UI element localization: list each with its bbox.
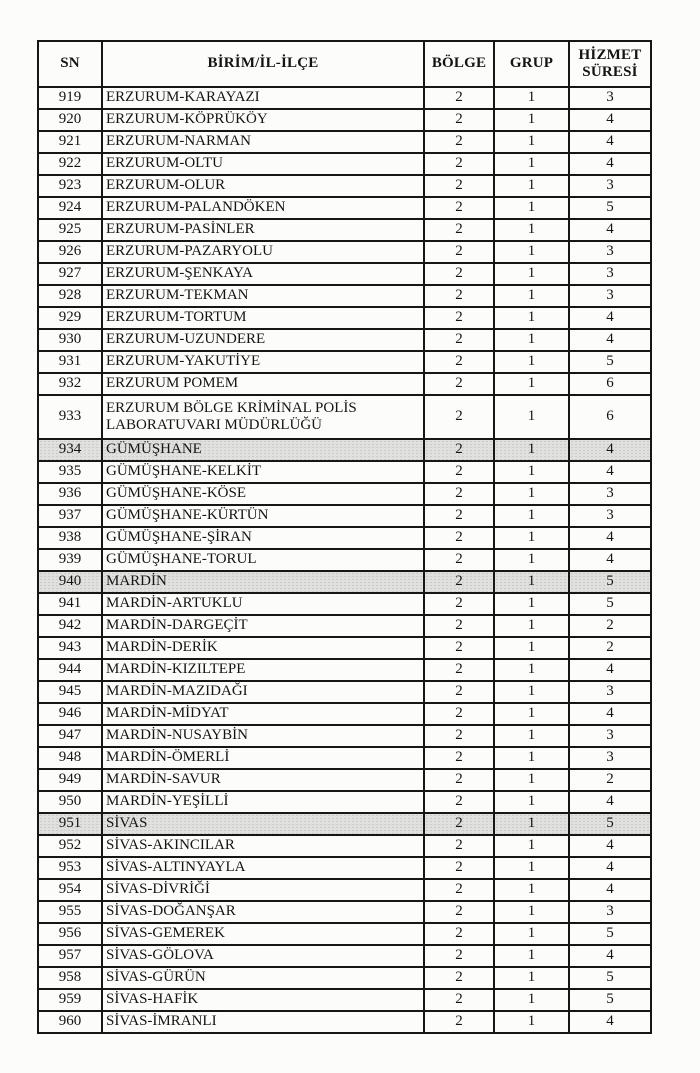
cell-hizmet: 4 [569,857,651,879]
cell-grup: 1 [494,549,569,571]
cell-sn: 949 [38,769,102,791]
header-birim: BİRİM/İL-İLÇE [102,41,424,87]
cell-birim: MARDİN-ARTUKLU [102,593,424,615]
cell-grup: 1 [494,901,569,923]
cell-grup: 1 [494,725,569,747]
cell-grup: 1 [494,263,569,285]
table-row [38,373,651,395]
table-row [38,945,651,967]
cell-grup: 1 [494,131,569,153]
cell-bolge: 2 [424,153,494,175]
cell-hizmet: 2 [569,637,651,659]
cell-bolge: 2 [424,835,494,857]
cell-bolge: 2 [424,87,494,109]
cell-birim: GÜMÜŞHANE [102,439,424,461]
cell-hizmet: 5 [569,351,651,373]
cell-grup: 1 [494,615,569,637]
table-row [38,901,651,923]
cell-grup: 1 [494,197,569,219]
cell-birim: ERZURUM-OLTU [102,153,424,175]
cell-grup: 1 [494,857,569,879]
cell-birim: MARDİN-KIZILTEPE [102,659,424,681]
cell-hizmet: 3 [569,241,651,263]
cell-grup: 1 [494,285,569,307]
cell-hizmet: 6 [569,395,651,439]
cell-grup: 1 [494,769,569,791]
table-row [38,923,651,945]
cell-birim: MARDİN-ÖMERLİ [102,747,424,769]
cell-birim: GÜMÜŞHANE-TORUL [102,549,424,571]
cell-grup: 1 [494,659,569,681]
cell-grup: 1 [494,813,569,835]
cell-sn: 940 [38,571,102,593]
cell-hizmet: 5 [569,813,651,835]
table-row [38,395,651,439]
cell-hizmet: 4 [569,109,651,131]
cell-bolge: 2 [424,351,494,373]
cell-hizmet: 4 [569,439,651,461]
cell-hizmet: 2 [569,769,651,791]
cell-grup: 1 [494,703,569,725]
table-row [38,263,651,285]
cell-sn: 959 [38,989,102,1011]
cell-sn: 935 [38,461,102,483]
cell-birim: MARDİN-MİDYAT [102,703,424,725]
cell-sn: 932 [38,373,102,395]
cell-sn: 943 [38,637,102,659]
cell-sn: 919 [38,87,102,109]
table-row [38,681,651,703]
table-row [38,835,651,857]
header-sn: SN [38,41,102,87]
cell-birim: ERZURUM-OLUR [102,175,424,197]
cell-hizmet: 4 [569,219,651,241]
cell-birim: ERZURUM POMEM [102,373,424,395]
cell-birim: ERZURUM-ŞENKAYA [102,263,424,285]
cell-sn: 922 [38,153,102,175]
cell-hizmet: 5 [569,989,651,1011]
cell-sn: 946 [38,703,102,725]
cell-birim: ERZURUM-UZUNDERE [102,329,424,351]
cell-birim: SİVAS-AKINCILAR [102,835,424,857]
table-row [38,87,651,109]
cell-bolge: 2 [424,549,494,571]
cell-birim: SİVAS [102,813,424,835]
cell-sn: 934 [38,439,102,461]
cell-bolge: 2 [424,659,494,681]
table-row [38,505,651,527]
table-row [38,725,651,747]
cell-sn: 921 [38,131,102,153]
cell-birim: ERZURUM-YAKUTİYE [102,351,424,373]
table-row [38,351,651,373]
cell-birim: GÜMÜŞHANE-KÜRTÜN [102,505,424,527]
cell-grup: 1 [494,989,569,1011]
cell-grup: 1 [494,1011,569,1033]
table-row [38,769,651,791]
cell-birim: ERZURUM-NARMAN [102,131,424,153]
table-row [38,219,651,241]
cell-grup: 1 [494,461,569,483]
cell-bolge: 2 [424,241,494,263]
cell-birim: SİVAS-GEMEREK [102,923,424,945]
cell-hizmet: 2 [569,615,651,637]
cell-sn: 930 [38,329,102,351]
cell-bolge: 2 [424,593,494,615]
cell-grup: 1 [494,637,569,659]
table-row [38,967,651,989]
cell-hizmet: 3 [569,747,651,769]
cell-bolge: 2 [424,307,494,329]
cell-grup: 1 [494,505,569,527]
cell-hizmet: 4 [569,549,651,571]
cell-bolge: 2 [424,329,494,351]
table-row [38,1011,651,1033]
cell-birim: ERZURUM-TORTUM [102,307,424,329]
cell-bolge: 2 [424,791,494,813]
header-grup: GRUP [494,41,569,87]
table-header [38,41,651,87]
cell-bolge: 2 [424,681,494,703]
cell-bolge: 2 [424,571,494,593]
cell-birim: SİVAS-ALTINYAYLA [102,857,424,879]
cell-sn: 942 [38,615,102,637]
cell-birim: ERZURUM-KÖPRÜKÖY [102,109,424,131]
table-row [38,813,651,835]
cell-birim: MARDİN [102,571,424,593]
cell-bolge: 2 [424,703,494,725]
cell-grup: 1 [494,87,569,109]
cell-sn: 944 [38,659,102,681]
table-row [38,857,651,879]
cell-hizmet: 4 [569,527,651,549]
cell-sn: 941 [38,593,102,615]
cell-sn: 950 [38,791,102,813]
cell-sn: 958 [38,967,102,989]
table-body [38,87,651,1033]
cell-sn: 937 [38,505,102,527]
cell-hizmet: 3 [569,263,651,285]
cell-sn: 929 [38,307,102,329]
cell-bolge: 2 [424,461,494,483]
cell-birim: ERZURUM-PAZARYOLU [102,241,424,263]
cell-grup: 1 [494,945,569,967]
cell-grup: 1 [494,153,569,175]
table-row [38,549,651,571]
table-row [38,131,651,153]
cell-sn: 947 [38,725,102,747]
cell-birim: MARDİN-MAZIDAĞI [102,681,424,703]
cell-grup: 1 [494,593,569,615]
cell-bolge: 2 [424,263,494,285]
cell-hizmet: 4 [569,703,651,725]
cell-birim: ERZURUM-PASİNLER [102,219,424,241]
cell-birim: SİVAS-GÖLOVA [102,945,424,967]
cell-birim: MARDİN-DARGEÇİT [102,615,424,637]
cell-grup: 1 [494,307,569,329]
cell-hizmet: 5 [569,593,651,615]
cell-grup: 1 [494,483,569,505]
cell-hizmet: 6 [569,373,651,395]
table-row [38,483,651,505]
cell-birim: SİVAS-GÜRÜN [102,967,424,989]
cell-bolge: 2 [424,923,494,945]
cell-bolge: 2 [424,901,494,923]
table-row [38,879,651,901]
header-bolge: BÖLGE [424,41,494,87]
cell-bolge: 2 [424,175,494,197]
cell-sn: 933 [38,395,102,439]
cell-grup: 1 [494,527,569,549]
cell-grup: 1 [494,967,569,989]
cell-hizmet: 4 [569,791,651,813]
table-row [38,461,651,483]
table-row [38,439,651,461]
header-row [38,41,651,87]
cell-birim: ERZURUM BÖLGE KRİMİNAL POLİS LABORATUVARI MÜDÜRLÜĞÜ [102,395,424,439]
cell-birim: GÜMÜŞHANE-KELKİT [102,461,424,483]
cell-birim: MARDİN-NUSAYBİN [102,725,424,747]
cell-hizmet: 3 [569,175,651,197]
table-row [38,285,651,307]
cell-grup: 1 [494,395,569,439]
cell-hizmet: 3 [569,483,651,505]
cell-birim: ERZURUM-TEKMAN [102,285,424,307]
cell-grup: 1 [494,329,569,351]
cell-sn: 952 [38,835,102,857]
cell-birim: MARDİN-DERİK [102,637,424,659]
table-row [38,527,651,549]
cell-grup: 1 [494,219,569,241]
cell-birim: MARDİN-YEŞİLLİ [102,791,424,813]
table-row [38,197,651,219]
cell-bolge: 2 [424,813,494,835]
cell-sn: 927 [38,263,102,285]
cell-hizmet: 4 [569,153,651,175]
table-row [38,175,651,197]
cell-bolge: 2 [424,373,494,395]
cell-hizmet: 4 [569,131,651,153]
cell-birim: ERZURUM-PALANDÖKEN [102,197,424,219]
table-row [38,989,651,1011]
cell-hizmet: 4 [569,461,651,483]
placement-table [37,40,652,1034]
cell-bolge: 2 [424,527,494,549]
cell-bolge: 2 [424,109,494,131]
cell-bolge: 2 [424,197,494,219]
cell-bolge: 2 [424,219,494,241]
cell-grup: 1 [494,439,569,461]
table-row [38,571,651,593]
cell-grup: 1 [494,109,569,131]
table-row [38,791,651,813]
cell-sn: 955 [38,901,102,923]
cell-bolge: 2 [424,637,494,659]
cell-birim: GÜMÜŞHANE-ŞİRAN [102,527,424,549]
cell-grup: 1 [494,571,569,593]
table-row [38,307,651,329]
cell-grup: 1 [494,681,569,703]
cell-grup: 1 [494,879,569,901]
table-row [38,747,651,769]
cell-bolge: 2 [424,857,494,879]
table-row [38,329,651,351]
table-row [38,703,651,725]
cell-hizmet: 4 [569,879,651,901]
cell-bolge: 2 [424,769,494,791]
cell-sn: 931 [38,351,102,373]
cell-bolge: 2 [424,505,494,527]
table-row [38,109,651,131]
cell-bolge: 2 [424,1011,494,1033]
cell-hizmet: 3 [569,901,651,923]
cell-sn: 954 [38,879,102,901]
cell-hizmet: 5 [569,571,651,593]
cell-bolge: 2 [424,725,494,747]
cell-hizmet: 3 [569,681,651,703]
cell-grup: 1 [494,175,569,197]
cell-sn: 956 [38,923,102,945]
cell-hizmet: 4 [569,659,651,681]
cell-hizmet: 4 [569,945,651,967]
cell-sn: 926 [38,241,102,263]
cell-bolge: 2 [424,879,494,901]
cell-hizmet: 5 [569,197,651,219]
cell-hizmet: 3 [569,505,651,527]
cell-hizmet: 3 [569,87,651,109]
cell-birim: SİVAS-DİVRİĞİ [102,879,424,901]
table-row [38,615,651,637]
cell-grup: 1 [494,923,569,945]
cell-hizmet: 3 [569,285,651,307]
cell-hizmet: 4 [569,307,651,329]
cell-sn: 928 [38,285,102,307]
cell-sn: 948 [38,747,102,769]
cell-hizmet: 3 [569,725,651,747]
cell-sn: 924 [38,197,102,219]
cell-sn: 920 [38,109,102,131]
cell-birim: SİVAS-İMRANLI [102,1011,424,1033]
cell-bolge: 2 [424,615,494,637]
cell-grup: 1 [494,373,569,395]
cell-hizmet: 5 [569,923,651,945]
cell-grup: 1 [494,351,569,373]
cell-bolge: 2 [424,945,494,967]
cell-hizmet: 4 [569,329,651,351]
cell-birim: ERZURUM-KARAYAZI [102,87,424,109]
cell-bolge: 2 [424,395,494,439]
table-row [38,659,651,681]
cell-sn: 953 [38,857,102,879]
cell-sn: 951 [38,813,102,835]
table-row [38,241,651,263]
cell-bolge: 2 [424,989,494,1011]
cell-grup: 1 [494,241,569,263]
cell-birim: GÜMÜŞHANE-KÖSE [102,483,424,505]
cell-grup: 1 [494,835,569,857]
cell-birim: SİVAS-HAFİK [102,989,424,1011]
cell-sn: 957 [38,945,102,967]
cell-hizmet: 4 [569,1011,651,1033]
cell-grup: 1 [494,747,569,769]
cell-bolge: 2 [424,483,494,505]
table-row [38,593,651,615]
cell-bolge: 2 [424,747,494,769]
cell-grup: 1 [494,791,569,813]
cell-bolge: 2 [424,285,494,307]
cell-bolge: 2 [424,439,494,461]
cell-sn: 939 [38,549,102,571]
cell-sn: 925 [38,219,102,241]
cell-birim: MARDİN-SAVUR [102,769,424,791]
cell-sn: 945 [38,681,102,703]
header-hizmet-suresi: HİZMET SÜRESİ [569,41,651,87]
cell-hizmet: 4 [569,835,651,857]
cell-bolge: 2 [424,967,494,989]
table-row [38,637,651,659]
cell-sn: 960 [38,1011,102,1033]
table-row [38,153,651,175]
cell-sn: 923 [38,175,102,197]
cell-birim: SİVAS-DOĞANŞAR [102,901,424,923]
cell-sn: 936 [38,483,102,505]
cell-bolge: 2 [424,131,494,153]
cell-sn: 938 [38,527,102,549]
cell-hizmet: 5 [569,967,651,989]
